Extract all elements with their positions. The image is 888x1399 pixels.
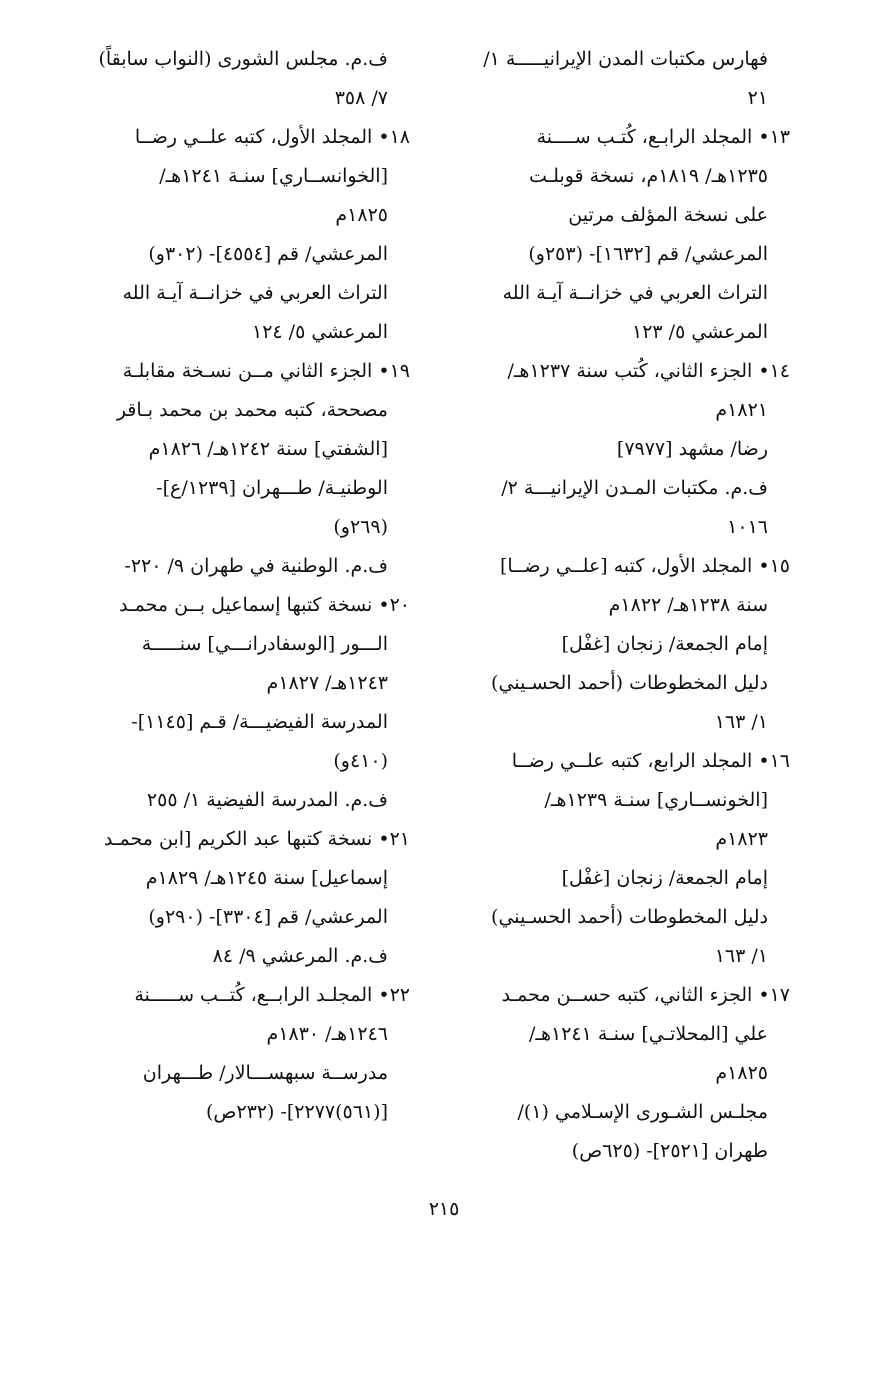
left-text-line: ١٨٢٥م: [335, 204, 388, 226]
right-text-line: ١٠١٦: [727, 516, 768, 538]
left-column: [60, 40, 410, 1132]
right-source-line: دليل المخطوطات (أحمد الحسـيني): [491, 672, 768, 694]
left-source-line: ف.م. المرعشي ٩/ ٨٤: [212, 945, 388, 967]
right-text-line: ١٨٢٣م: [715, 828, 768, 850]
right-text-line: سنة ١٢٣٨هـ/ ١٨٢٢م: [608, 594, 768, 616]
left-text-line: مصححة، كتبه محمد بن محمد بـاقر: [116, 399, 388, 421]
right-source-line: مجلـس الشـورى الإسـلامي (١)/: [517, 1101, 768, 1123]
right-source-line: إمام الجمعة/ زنجان [غفْل]: [561, 867, 768, 889]
left-text-line: (٤١٠و): [333, 750, 388, 772]
right-text-line: ١٨٢١م: [715, 399, 768, 421]
left-text-line: ٧/ ٣٥٨: [334, 87, 388, 109]
left-text-line: المرعشي ٥/ ١٢٤: [252, 321, 388, 343]
right-text-line: المرعشي ٥/ ١٢٣: [632, 321, 768, 343]
left-text-line: [(٥٦١)٢٢٧٧]- (٢٣٢ص): [205, 1101, 388, 1123]
right-source-line: التراث العربي في خزانــة آيـة الله: [502, 282, 768, 304]
right-text-line: ١٢٣٥هـ/ ١٨١٩م، نسخة قوبلـت: [528, 165, 768, 187]
left-text-line: [الخوانســاري] سنـة ١٢٤١هـ/: [159, 165, 388, 187]
right-entry-heading-line: ١٥• المجلد الأول، كتبه [علــي رضــا]: [500, 555, 790, 577]
left-source-line: المرعشي/ قم [٣٣٠٤]- (٢٩٠و): [148, 906, 388, 928]
right-text-line: علي [المحلاتـي] سنـة ١٢٤١هـ/: [529, 1023, 768, 1045]
right-text-line: ١٨٢٥م: [715, 1062, 768, 1084]
right-entry-heading-line: ١٧• الجزء الثاني، كتبه حســن محمـد: [501, 984, 790, 1006]
right-source-line: المرعشي/ قم [١٦٣٢]- (٢٥٣و): [528, 243, 768, 265]
left-source-line: مدرســة سبهســـالار/ طـــهران: [142, 1062, 388, 1084]
left-entry-heading-line: ٢٢• المجلـد الرابــع، كُتــب ســـــنة: [134, 984, 410, 1006]
right-entry-heading-line: ١٦• المجلد الرابع، كتبه علــي رضــا: [511, 750, 790, 772]
left-text-line: ١٢٤٦هـ/ ١٨٣٠م: [266, 1023, 388, 1045]
left-entry-heading-line: ٢١• نسخة كتبها عبد الكريم [ابن محمـد: [103, 828, 410, 850]
left-entry-heading-line: ١٩• الجزء الثاني مــن نسـخة مقابلـة: [122, 360, 410, 382]
left-text-line: ١٢٤٣هـ/ ١٨٢٧م: [266, 672, 388, 694]
right-text-line: ١/ ١٦٣: [714, 711, 768, 733]
left-text-line: (٢٦٩و): [333, 516, 388, 538]
left-entry-heading-line: ١٨• المجلد الأول، كتبه علــي رضــا: [134, 126, 410, 148]
right-column: [440, 40, 790, 1171]
right-text-line: [الخونســاري] سنـة ١٢٣٩هـ/: [544, 789, 768, 811]
right-text-line: على نسخة المؤلف مرتين: [568, 204, 768, 226]
left-source-line: المرعشي/ قم [٤٥٥٤]- (٣٠٢و): [148, 243, 388, 265]
left-source-line: الوطنيـة/ طـــهران [١٢٣٩/ع]-: [156, 477, 388, 499]
right-text-line: فهارس مكتبات المدن الإيرانيـــــة ١/: [483, 48, 768, 70]
left-source-line: ف.م. المدرسة الفيضية ١/ ٢٥٥: [146, 789, 388, 811]
left-source-line: ف.م. مجلس الشورى (النواب سابقاً): [98, 48, 388, 70]
right-source-line: رضا/ مشهد [٧٩٧٧]: [616, 438, 768, 460]
right-source-line: ف.م. مكتبات المـدن الإيرانيـــة ٢/: [501, 477, 768, 499]
right-text-line: ١/ ١٦٣: [714, 945, 768, 967]
left-source-line: التراث العربي في خزانــة آيـة الله: [122, 282, 388, 304]
right-source-line: إمام الجمعة/ زنجان [غفْل]: [561, 633, 768, 655]
left-text-line: [الشفتي] سنة ١٢٤٢هـ/ ١٨٢٦م: [148, 438, 388, 460]
left-text-line: إسماعيل] سنة ١٢٤٥هـ/ ١٨٢٩م: [145, 867, 388, 889]
left-source-line: المدرسة الفيضيـــة/ قـم [١١٤٥]-: [131, 711, 388, 733]
page-number: ٢١٥: [428, 1198, 460, 1220]
right-entry-heading-line: ١٤• الجزء الثاني، كُتب سنة ١٢٣٧هـ/: [507, 360, 790, 382]
left-entry-heading-line: ٢٠• نسخة كتبها إسماعيل بــن محمـد: [119, 594, 410, 616]
right-entry-heading-line: ١٣• المجلد الرابـع، كُتـب ســــنة: [536, 126, 790, 148]
right-text-line: طهران [٢٥٢١]- (٦٢٥ص): [571, 1140, 768, 1162]
right-source-line: دليل المخطوطات (أحمد الحسـيني): [491, 906, 768, 928]
left-source-line: ف.م. الوطنية في طهران ٩/ ٢٢٠-: [124, 555, 388, 577]
left-text-line: الـــور [الوسفادرانـــي] سنـــــة: [141, 633, 388, 655]
right-text-line: ٢١: [747, 87, 768, 109]
